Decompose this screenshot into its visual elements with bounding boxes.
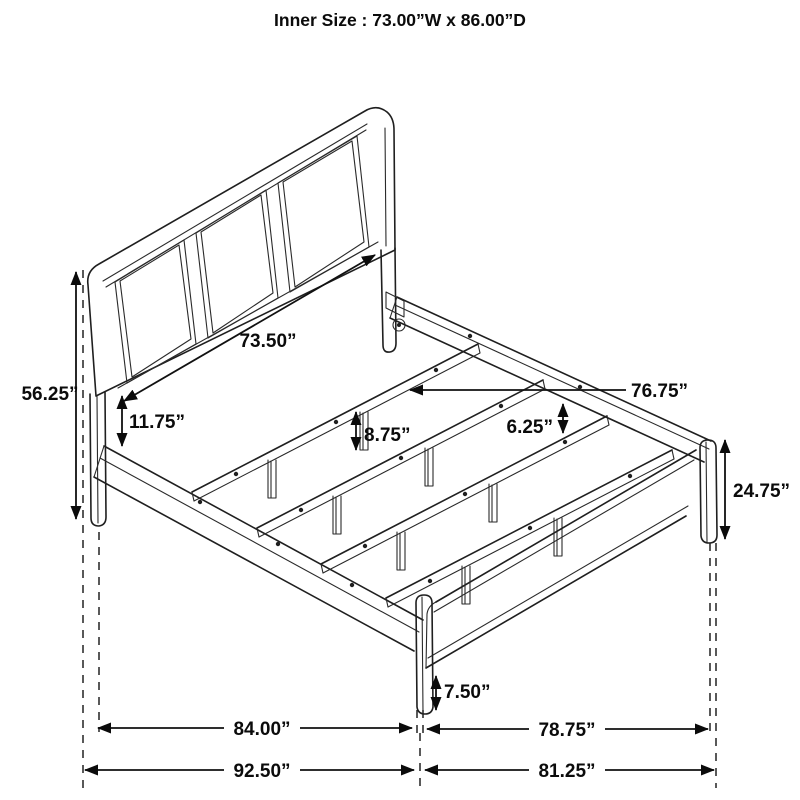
- slat-support-leg: [489, 484, 497, 522]
- screw-dot: [299, 508, 303, 512]
- dim-headboard-panel-width: [124, 255, 375, 401]
- screw-dot: [499, 404, 503, 408]
- dimension-label: 73.50”: [239, 331, 297, 352]
- dim-footboard-leg-height: [436, 676, 490, 710]
- dimension-label: 92.50”: [233, 761, 291, 782]
- front-rail-top-edge: [104, 446, 423, 620]
- footboard-post-right: [700, 440, 717, 543]
- dimension-label: 81.25”: [538, 761, 596, 782]
- slat-bottom: [194, 353, 480, 501]
- dim-footboard-inner-width: [427, 720, 708, 741]
- dimension-label: 84.00”: [233, 719, 291, 740]
- slat-top: [386, 450, 672, 598]
- slat-2: [257, 380, 545, 537]
- dimension-label: 7.50”: [444, 682, 491, 703]
- dimension-label: 56.25”: [21, 384, 79, 405]
- dimension-line: [124, 255, 375, 401]
- screw-dot: [350, 583, 354, 587]
- dim-side-rail-length: [98, 719, 412, 740]
- screw-dot: [578, 385, 582, 389]
- screw-dot: [334, 420, 338, 424]
- footboard-post-right-edge: [706, 442, 707, 542]
- front-rail-mid-edge: [100, 458, 419, 632]
- screw-dot: [198, 500, 202, 504]
- page-title: Inner Size : 73.00”W x 86.00”D: [274, 10, 526, 30]
- screw-dot: [399, 456, 403, 460]
- headboard-leg-left-edge: [97, 396, 98, 523]
- slat-top: [192, 344, 478, 492]
- dim-slat-spacing: [507, 404, 563, 438]
- front-rail-bottom-edge: [94, 477, 414, 651]
- footboard-post-left: [416, 595, 433, 714]
- slat-bottom: [323, 425, 609, 573]
- screw-dot: [434, 368, 438, 372]
- back-rail-top-edge: [397, 297, 711, 441]
- footboard-post-left-edge: [422, 597, 423, 712]
- headboard-top-inner-edge: [103, 124, 367, 281]
- dimension-label: 11.75”: [129, 412, 185, 433]
- extension-footboard-left-leg: [417, 710, 423, 788]
- slat-support-leg: [397, 532, 405, 570]
- slat-bottom: [388, 459, 674, 607]
- dim-headboard-height: [21, 272, 78, 519]
- screw-dot: [563, 440, 567, 444]
- footboard-panel-bottom-edge: [428, 506, 688, 658]
- slat-top: [257, 380, 543, 528]
- front-rail-end-cap: [94, 446, 104, 477]
- slat-support-leg: [554, 518, 562, 556]
- headboard-leg-right: [381, 248, 396, 352]
- dimension-annotations: [21, 255, 790, 782]
- slat-4: [386, 450, 674, 607]
- slat-support-leg: [268, 460, 276, 498]
- dim-headboard-bottom-to-rail: [122, 396, 185, 446]
- dim-footboard-outer-width: [425, 761, 714, 782]
- dimension-label: 24.75”: [733, 481, 791, 502]
- screw-dot: [528, 526, 532, 530]
- screw-dot: [363, 544, 367, 548]
- slat-support-leg: [425, 448, 433, 486]
- screw-dot: [628, 474, 632, 478]
- screw-dot: [276, 542, 280, 546]
- headboard-frame-inner-right: [385, 128, 386, 246]
- headboard-panel-middle: [196, 190, 278, 338]
- dimension-label: 76.75”: [631, 381, 689, 402]
- slat-support-leg: [333, 496, 341, 534]
- dimension-label: 8.75”: [364, 425, 411, 446]
- footboard-top-inner-edge: [434, 460, 694, 612]
- slat-1: [192, 344, 480, 501]
- dimension-label: 6.25”: [506, 417, 553, 438]
- slat-bottom: [259, 389, 545, 537]
- dim-overall-depth: [85, 761, 414, 782]
- screw-dot: [428, 579, 432, 583]
- footboard-top-edge: [436, 450, 696, 602]
- dim-footboard-height: [725, 440, 790, 539]
- dimension-label: 78.75”: [538, 720, 596, 741]
- slats: [192, 344, 674, 607]
- screw-dot: [234, 472, 238, 476]
- screw-dot: [468, 334, 472, 338]
- headboard-panel-right-inset: [283, 141, 364, 287]
- footboard: [416, 440, 717, 714]
- dim-slat-support-height: [356, 412, 410, 450]
- screw-dot: [463, 492, 467, 496]
